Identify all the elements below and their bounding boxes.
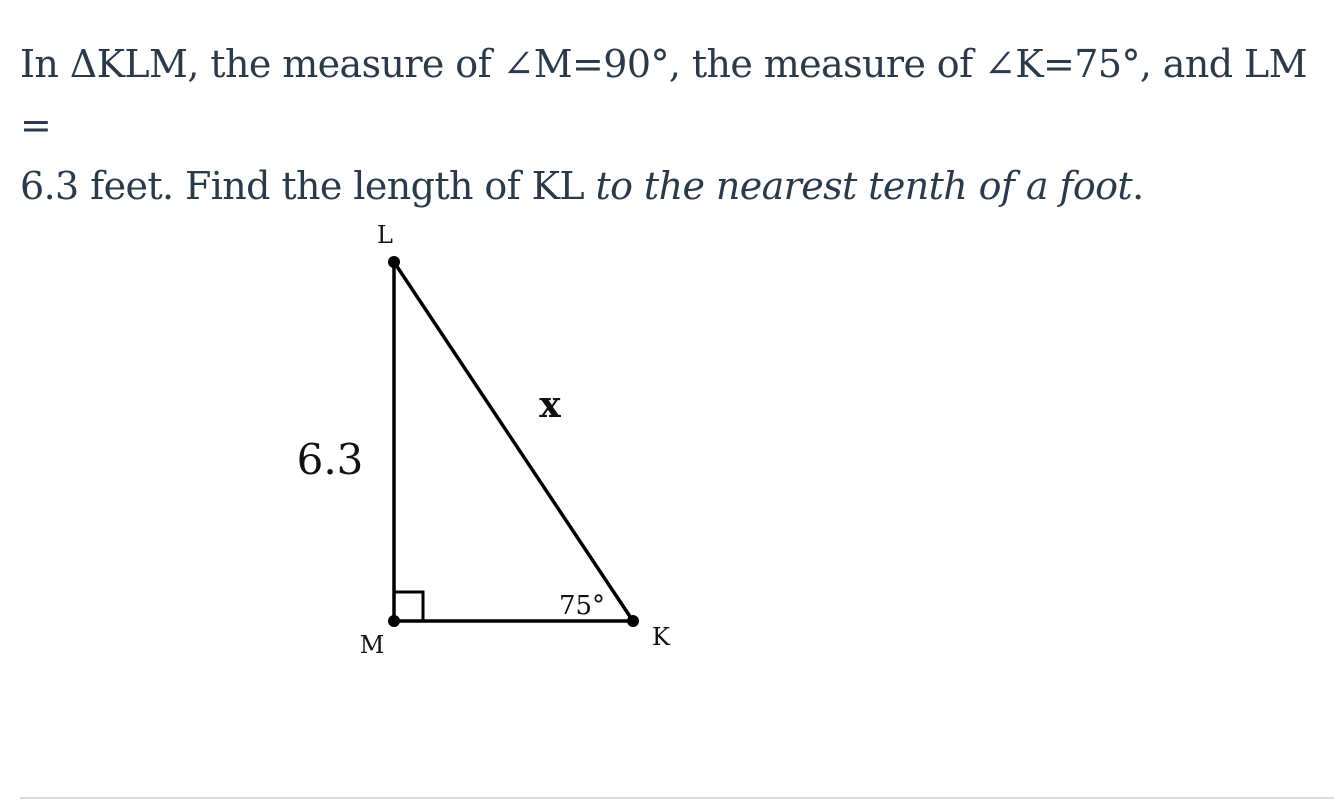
vertex-l-label: L [377, 221, 393, 249]
question-line-1: In ΔKLM, the measure of ∠M=90°, the measure of ∠K=75°, and LM = [20, 42, 1307, 147]
question-end-punctuation: . [1132, 164, 1144, 208]
vertex-k-label: K [652, 623, 670, 651]
side-lm-length-label: 6.3 [296, 435, 364, 484]
vertex-m-label: M [359, 631, 385, 659]
vertex-k-dot [627, 615, 639, 627]
hypotenuse-label: x [539, 384, 561, 426]
right-angle-marker [394, 592, 423, 621]
question-line-2: 6.3 feet. Find the length of KL [20, 164, 596, 208]
vertex-m-dot [388, 615, 400, 627]
question-emphasis: to the nearest tenth of a foot [595, 164, 1133, 208]
side-kl [394, 262, 633, 621]
bottom-divider [20, 797, 1334, 799]
vertex-l-dot [388, 256, 400, 268]
angle-k-label: 75° [558, 591, 606, 621]
